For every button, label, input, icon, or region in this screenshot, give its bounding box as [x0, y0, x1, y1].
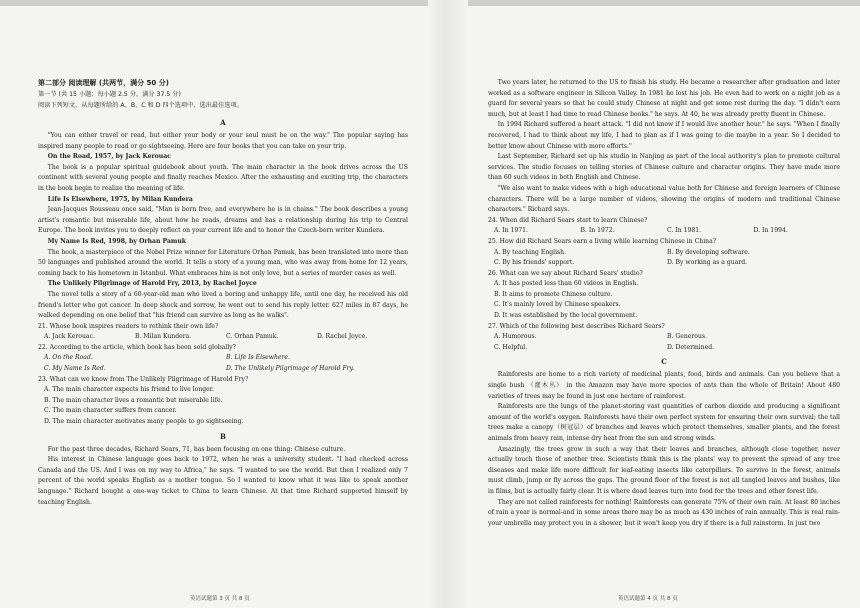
- book1-text: The book is a popular spiritual guidebook about youth. The main character in the book drives across the US continent with several young people and finally reaches Mexico. After the exhausting and exciting trip, the characters in the book begin to realize the meaning of life.: [38, 163, 408, 192]
- question-23-options: [38, 385, 408, 427]
- question-22: 22. According to the article, which book has been sold globally?: [38, 343, 236, 351]
- page-fold: [428, 0, 468, 608]
- option: B. In 1972.: [580, 227, 615, 235]
- book2-title: Life Is Elsewhere, 1975, by Milan Kundera: [47, 195, 193, 203]
- question-26: 26. What can we say about Richard Sears' studio?: [488, 269, 643, 277]
- option: A. Humorous.: [494, 333, 537, 341]
- passage-c-paragraph: Amazingly, the trees grow in such a way that their leaves and branches, although close together, never actually touch those of another tree. Scientists think this is the plants' way to prevent the spread of any tree diseases and make life more difficult for leaf-eating insects like caterpillars. To survive in the forest, animals must climb, jump or fly across the gaps. The ground floor of the forest is not all tangled leaves and bushes, like in films, but is actually fairly clear. It is where dead leaves turn into food for the trees and other forest life.: [488, 445, 840, 495]
- left-page-footer: 英语试题第 3 页 共 8 页: [190, 596, 250, 602]
- question-21: 21. Whose book inspires readers to rethink their own life?: [38, 322, 219, 330]
- passage-a-heading: A: [220, 118, 226, 127]
- passage-b-paragraph: His interest in Chinese language goes back to 1972, when he was a university student. "I had checked across Canada and the US. And I was on my way to Africa," he says. "I wanted to see the world. But then I realized only 7 percent of the world speaks English as a mother tongue. So I wanted to know what it was like to speak another language." Richard bought a one-way ticket to China to learn Chinese. At that time Richard supported himself by teaching English.: [38, 456, 408, 506]
- option: C. My Name Is Red.: [44, 365, 106, 373]
- option: D. It was established by the local government.: [494, 312, 638, 320]
- book2-text: Jean-Jacques Rousseau once said, "Man is born free, and everywhere he is in chains." The book describes a young artist's romantic but miserable life, about how he reads, dreams and has a relationship during his trip to Central Europe. The book invites you to deeply reflect on your current life and to honor the Czech-born writer Kundera.: [38, 206, 408, 235]
- question-21-options: [38, 332, 408, 343]
- option: D. By working as a guard.: [667, 259, 748, 267]
- option: C. Orhan Pamuk.: [226, 333, 279, 341]
- option: A. By teaching English.: [494, 248, 567, 256]
- book4-title: The Unlikely Pilgrimage of Harold Fry, 2013, by Rachel Joyce: [47, 280, 257, 288]
- option: A. It has posted less than 60 videos in English.: [494, 280, 639, 288]
- option: B. It aims to promote Chinese culture.: [494, 290, 613, 298]
- passage-c-paragraph: Rainforests are home to a rich variety of medicinal plants, food, birds and animals. Can you believe that a single bush （灌木丛） in the Amazon may have more species of ants than the whole of Britain! About 480 varieties of trees may be found in just one hectare of rainforest.: [488, 371, 840, 400]
- question-22-options: [38, 353, 408, 374]
- section-directions: 阅读下列短文，从每题所给的 A、B、C 和 D 四个选项中，选出最佳选项。: [38, 102, 243, 109]
- option: A. On the Road.: [44, 354, 93, 362]
- passage-b-paragraph: In 1994 Richard suffered a heart attack. "I did not know if I would live another hour." he says. "When I finally recovered, I had to think about my life, I had to plan as if I was going to die maybe in a year. So I decided to better know about Chinese with more efforts.": [488, 121, 840, 150]
- option: C. The main character suffers from cancer.: [44, 407, 177, 415]
- option: A. In 1971.: [494, 227, 528, 235]
- section-instructions: [38, 89, 408, 111]
- passage-b-paragraph: Last September, Richard set up his studio in Nanjing as part of the local authority's plan to promote cultural services. The studio focuses on telling stories of Chinese culture and character origins. They have made more than 60 such videos in both English and Chinese.: [488, 153, 840, 182]
- passage-c-paragraph: They are not called rainforests for nothing! Rainforests can generate 75% of their own rain. At least 80 inches of rain a year is normal-and in some areas there may be as much as 430 inches of rain annually. This is real rain-your umbrella may protect you in a shower, but it won't keep you dry if there is a full rainstorm. In just two: [488, 498, 840, 527]
- option: C. It's mainly loved by Chinese speakers.: [494, 301, 621, 309]
- question-27: 27. Which of the following best describes Richard Sears?: [488, 322, 665, 330]
- right-page: [488, 78, 840, 529]
- option: D. The main character motivates many people to go sightseeing.: [44, 418, 244, 426]
- option: D. In 1994.: [753, 227, 788, 235]
- option: D. The Unlikely Pilgrimage of Harold Fry.: [226, 365, 355, 373]
- right-page-footer: 英语试题第 4 页 共 8 页: [618, 596, 678, 602]
- book3-title: My Name Is Red, 1998, by Orhan Pamuk: [47, 237, 187, 245]
- option: B. By developing software.: [667, 248, 750, 256]
- passage-b-heading: B: [220, 431, 226, 441]
- option: A. The main character expects his friend to live longer.: [44, 386, 214, 394]
- option: A. Jack Kerouac.: [44, 333, 95, 341]
- option: C. In 1981.: [667, 227, 702, 235]
- option: C. By his friends' support.: [494, 259, 575, 267]
- book1-title: On the Road, 1957, by Jack Kerouac: [47, 153, 171, 161]
- question-23: 23. What can we know from The Unlikely Pilgrimage of Harold Fry?: [38, 375, 249, 383]
- question-24: 24. When did Richard Sears start to learn Chinese?: [488, 216, 648, 224]
- passage-b-paragraph: "We also want to make videos with a high educational value both for Chinese and foreign learners of Chinese characters. There will be a large number of videos, showing the origins of modern and traditional Chinese characters." Richard says.: [488, 184, 840, 214]
- passage-b-paragraph: Two years later, he returned to the US to finish his study. He became a researcher after graduation and later worked as a software engineer in Silicon Valley. In 1981 he lost his job. He even had to work on a night job as a guard for several years so that he could study Chinese at night and get some rest during the day. "I didn't earn much, but at least I had time to read Chinese books." he says. At 40, he was already pretty fluent in Chinese.: [488, 79, 840, 118]
- section-title: 第二部分 阅读理解 (共两节，满分 50 分): [38, 79, 169, 87]
- book4-text: The novel tells a story of a 60-year-old man who lived a boring and unhappy life, until one day, he received his old friend's letter who got cancer. In deep shock and sorrow, he went out to send his reply letter. 627 miles in 87 days, he walked depending on one belief that "his friend can survive as long as he walks".: [38, 290, 408, 320]
- option: C. Helpful.: [494, 343, 528, 351]
- book3-text: The book, a masterpiece of the Nobel Prize winner for Literature Orhan Pamuk, has been translated into more than 50 languages and published around the world. It tells a story of a young man, who was away from home for 12 years, coming back to his hometown in Istanbul. What embraces him is not only love, but a series of murder cases as well.: [38, 248, 408, 277]
- option: D. Rachel Joyce.: [317, 333, 368, 341]
- passage-c-heading: C: [661, 357, 667, 367]
- passage-b-paragraph: For the past three decades, Richard Sears, 71, has been focusing on one thing: Chinese culture.: [47, 445, 346, 453]
- left-page: [38, 78, 408, 508]
- question-27-options: [488, 332, 840, 353]
- option: B. Milan Kundera.: [135, 333, 192, 341]
- option: B. Generous.: [667, 333, 707, 341]
- question-24-options: [488, 226, 840, 237]
- passage-a-intro: "You can either travel or read, but either your body or your soul must be on the way." The popular saying has inspired many people to read or go sightseeing. Here are four books that you can take on your trip.: [38, 132, 408, 150]
- option: B. The main character lives a romantic but miserable life.: [44, 396, 223, 404]
- passage-c-paragraph: Rainforests are the lungs of the planet-storing vast quantities of carbon dioxide and producing a significant amount of the world's oxygen. Rainforests have their own perfect system for ensuring their own survival; the tall trees make a canopy（树冠层）of branches and leaves which protect themselves, smaller plants, and the forest animals from heavy rain, intense dry heat from the sun and strong winds.: [488, 403, 840, 442]
- question-25-options: [488, 248, 840, 269]
- question-25: 25. How did Richard Sears earn a living while learning Chinese in China?: [488, 237, 716, 245]
- option: D. Determined.: [667, 343, 715, 351]
- question-26-options: [488, 279, 840, 321]
- option: B. Life Is Elsewhere.: [226, 354, 290, 362]
- section-subtitle: 第一节 (共 15 小题；每小题 2.5 分，满分 37.5 分): [38, 91, 181, 98]
